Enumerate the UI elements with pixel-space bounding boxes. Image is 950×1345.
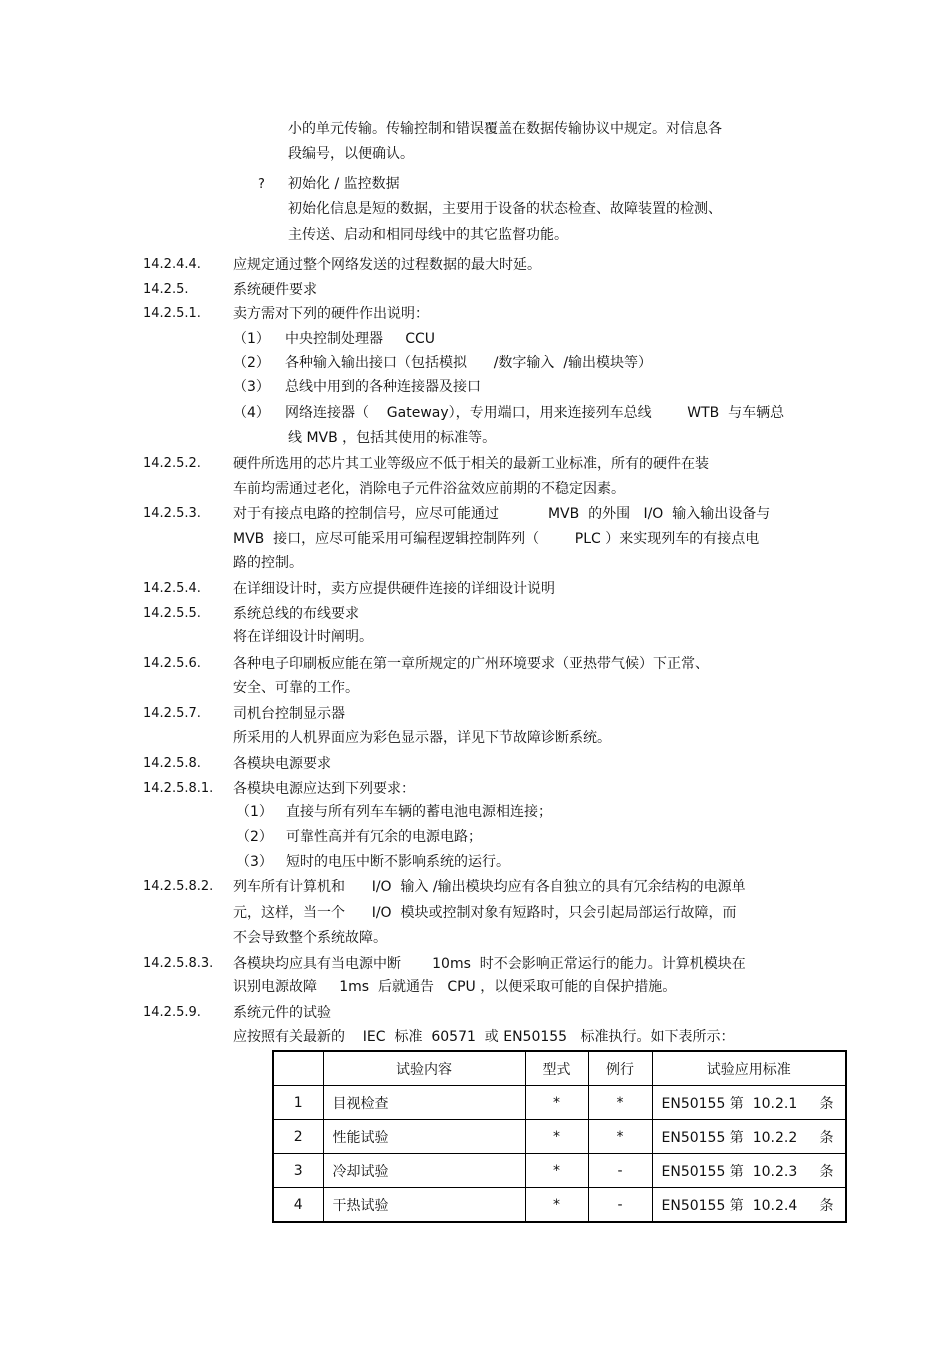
table-header-cell: 试验应用标准 <box>652 1051 846 1086</box>
section-number: 14.2.5.4. <box>143 581 201 596</box>
routine-mark: - <box>588 1154 652 1188</box>
table-row <box>273 1154 846 1188</box>
section-text: 各模块电源应达到下列要求： <box>233 781 415 797</box>
bullet-marker: ? <box>258 177 265 192</box>
row-number: 1 <box>273 1086 323 1120</box>
section-number: 14.2.5.5. <box>143 606 201 621</box>
test-standard: EN50155 第 10.2.2 条 <box>652 1120 846 1154</box>
row-number: 2 <box>273 1120 323 1154</box>
section-heading: 系统硬件要求 <box>233 282 317 298</box>
table-header-cell: 例行 <box>588 1051 652 1086</box>
intro-line-1: 小的单元传输。传输控制和错误覆盖在数据传输协议中规定。对信息各 <box>288 121 722 137</box>
table-header-cell <box>273 1051 323 1086</box>
table-header-cell: 试验内容 <box>323 1051 525 1086</box>
type-mark: * <box>525 1154 588 1188</box>
test-standard: EN50155 第 10.2.3 条 <box>652 1154 846 1188</box>
section-text: 各种电子印刷板应能在第一章所规定的广州环境要求（亚热带气候）下正常、 <box>233 656 709 672</box>
section-text: 将在详细设计时阐明。 <box>233 629 373 645</box>
test-item: 性能试验 <box>323 1120 525 1154</box>
list-index: （1） <box>233 331 270 347</box>
row-number: 3 <box>273 1154 323 1188</box>
section-number: 14.2.5.2. <box>143 456 201 471</box>
section-number: 14.2.5.8.3. <box>143 956 214 971</box>
section-heading: 系统总线的布线要求 <box>233 606 359 622</box>
type-mark: * <box>525 1120 588 1154</box>
test-standard: EN50155 第 10.2.4 条 <box>652 1188 846 1223</box>
section-number: 14.2.5.7. <box>143 706 201 721</box>
section-text: 所采用的人机界面应为彩色显示器，详见下节故障诊断系统。 <box>233 730 611 746</box>
list-item: 可靠性高并有冗余的电源电路； <box>286 829 482 845</box>
routine-mark: * <box>588 1120 652 1154</box>
list-item: 中央控制处理器 CCU <box>285 331 436 347</box>
section-text: 对于有接点电路的控制信号，应尽可能通过 MVB 的外围 I/O 输入输出设备与 <box>233 506 771 522</box>
list-index: （1） <box>236 804 273 820</box>
section-heading: 系统元件的试验 <box>233 1005 331 1021</box>
table-row <box>273 1120 846 1154</box>
bullet-line-1: 初始化信息是短的数据，主要用于设备的状态检查、故障装置的检测、 <box>288 201 722 217</box>
routine-mark: - <box>588 1188 652 1223</box>
test-table <box>272 1050 847 1223</box>
list-item: 总线中用到的各种连接器及接口 <box>285 379 481 395</box>
section-text: 在详细设计时，卖方应提供硬件连接的详细设计说明 <box>233 581 555 597</box>
section-text: 元，这样，当一个 I/O 模块或控制对象有短路时，只会引起局部运行故障，而 <box>233 905 737 921</box>
table-row <box>273 1188 846 1223</box>
section-number: 14.2.5.3. <box>143 506 201 521</box>
list-index: （4） <box>233 405 270 421</box>
test-standard: EN50155 第 10.2.1 条 <box>652 1086 846 1120</box>
list-item-continuation: 线 MVB ，包括其使用的标准等。 <box>288 430 497 446</box>
table-header-cell: 型式 <box>525 1051 588 1086</box>
section-text: 硬件所选用的芯片其工业等级应不低于相关的最新工业标准，所有的硬件在装 <box>233 456 709 472</box>
test-item: 目视检查 <box>323 1086 525 1120</box>
test-item: 干热试验 <box>323 1188 525 1223</box>
section-number: 14.2.5.8.1. <box>143 781 214 796</box>
list-item: 网络连接器（ Gateway），专用端口，用来连接列车总线 WTB 与车辆总 <box>285 405 785 421</box>
list-index: （2） <box>233 355 270 371</box>
section-heading: 司机台控制显示器 <box>233 706 345 722</box>
section-text: 应按照有关最新的 IEC 标准 60571 或 EN50155 标准执行。如下表所示： <box>233 1029 735 1045</box>
section-number: 14.2.5. <box>143 282 189 297</box>
section-text: MVB 接口，应尽可能采用可编程逻辑控制阵列（ PLC ）来实现列车的有接点电 <box>233 531 760 547</box>
section-number: 14.2.5.6. <box>143 656 201 671</box>
type-mark: * <box>525 1086 588 1120</box>
section-text: 列车所有计算机和 I/O 输入 /输出模块均应有各自独立的具有冗余结构的电源单 <box>233 879 746 895</box>
section-text: 安全、可靠的工作。 <box>233 680 359 696</box>
list-index: （3） <box>233 379 270 395</box>
section-heading: 各模块电源要求 <box>233 756 331 772</box>
routine-mark: * <box>588 1086 652 1120</box>
section-text: 车前均需通过老化，消除电子元件浴盆效应前期的不稳定因素。 <box>233 481 625 497</box>
section-number: 14.2.4.4. <box>143 257 201 272</box>
list-index: （2） <box>236 829 273 845</box>
section-text: 应规定通过整个网络发送的过程数据的最大时延。 <box>233 257 541 273</box>
list-item: 直接与所有列车车辆的蓄电池电源相连接； <box>286 804 552 820</box>
section-text: 路的控制。 <box>233 555 303 571</box>
list-item: 短时的电压中断不影响系统的运行。 <box>286 854 510 870</box>
list-index: （3） <box>236 854 273 870</box>
row-number: 4 <box>273 1188 323 1223</box>
table-row <box>273 1086 846 1120</box>
intro-line-2: 段编号，以便确认。 <box>288 146 414 162</box>
list-item: 各种输入输出接口（包括模拟 /数字输入 /输出模块等） <box>285 355 653 371</box>
section-number: 14.2.5.9. <box>143 1005 201 1020</box>
table-header-row <box>273 1051 846 1086</box>
section-number: 14.2.5.8.2. <box>143 879 214 894</box>
test-item: 冷却试验 <box>323 1154 525 1188</box>
type-mark: * <box>525 1188 588 1223</box>
section-text: 各模块均应具有当电源中断 10ms 时不会影响正常运行的能力。计算机模块在 <box>233 956 746 972</box>
section-number: 14.2.5.1. <box>143 306 201 321</box>
section-number: 14.2.5.8. <box>143 756 201 771</box>
section-text: 卖方需对下列的硬件作出说明： <box>233 306 429 322</box>
section-text: 不会导致整个系统故障。 <box>233 930 387 946</box>
section-text: 识别电源故障 1ms 后就通告 CPU ，以便采取可能的自保护措施。 <box>233 979 677 995</box>
bullet-title: 初始化 / 监控数据 <box>288 176 400 192</box>
bullet-line-2: 主传送、启动和相同母线中的其它监督功能。 <box>288 227 568 243</box>
